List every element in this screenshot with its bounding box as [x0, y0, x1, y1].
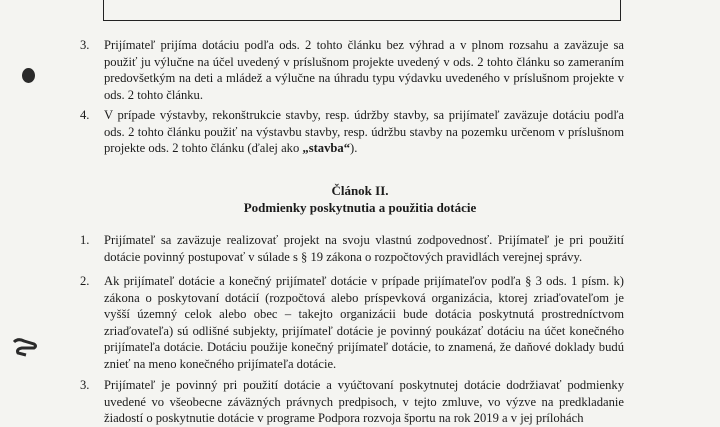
staple-clip-icon: [12, 336, 38, 358]
paragraph-text: V prípade výstavby, rekonštrukcie stavby, resp. údržby stavby, sa prijímateľ zaväzuje dotáciu podľa ods. 2 tohto článku použiť na výstavbu stavby, resp. údržbu stavby na pozemku určenom v príslušnom projekte ods. 2 tohto článku (ďalej ako: [104, 108, 624, 155]
item-number: 2.: [80, 274, 90, 288]
previous-table-border: [103, 0, 621, 21]
paragraph-item: Prijímateľ je povinný pri použití dotácie a vyúčtovaní poskytnutej dotácie dodržiavať podmienky uvedené vo všeobecne záväzných právnych predpisoch, v tejto zmluve, vo výzve na predkladanie žiadostí o poskytnutie dotácie v programe Podpora rozvoja športu na rok 2019 a v jej prílohách: [104, 378, 624, 425]
paragraph-item: Prijímateľ prijíma dotáciu podľa ods. 2 tohto článku bez výhrad a v plnom rozsahu a zaväzuje sa použiť ju výlučne na účel uvedený v príslušnom projekte uvedený v ods. 2 tohto článku so zameraním predovšetkým na deti a mládež a výlučne na úhradu typu výdavku uvedeného v príslušnom projekte v ods. 2 tohto článku.: [104, 38, 624, 102]
paragraph-item: [104, 107, 624, 157]
paragraph-item: Ak prijímateľ dotácie a konečný prijímateľ dotácie v prípade prijímateľov podľa § 3 ods. 1 písm. k) zákona o poskytovaní dotácií (rozpočtová alebo príspevková organizácia, ktorej zriaďovateľom je vyšší územný celok alebo obec – takejto organizácii bude dotácia poskytnutá prostredníctvom zriaďovateľa) sú odlišné subjekty, prijímateľ dotácie je povinný poukázať dotáciu na účet konečného prijímateľa dotácie. Dotáciu použije konečný prijímateľ dotácie, to znamená, že daňové doklady budú znieť na meno konečného prijímateľa dotácie.: [104, 274, 624, 371]
paragraph-text: ).: [350, 141, 358, 155]
article-title: Článok II.: [331, 183, 389, 198]
item-number: 4.: [80, 108, 90, 122]
item-number: 3.: [80, 38, 90, 52]
item-number: 1.: [80, 233, 90, 247]
article-subtitle: Podmienky poskytnutia a použitia dotácie: [243, 200, 477, 215]
punch-hole: [22, 68, 35, 83]
defined-term: „stavba“: [302, 141, 350, 155]
item-number: 3.: [80, 378, 90, 392]
paragraph-item: Prijímateľ sa zaväzuje realizovať projekt na svoju vlastnú zodpovednosť. Prijímateľ je pri použití dotácie povinný postupovať v súlade s § 19 zákona o rozpočtových pravidlách verejnej správy.: [104, 233, 624, 264]
